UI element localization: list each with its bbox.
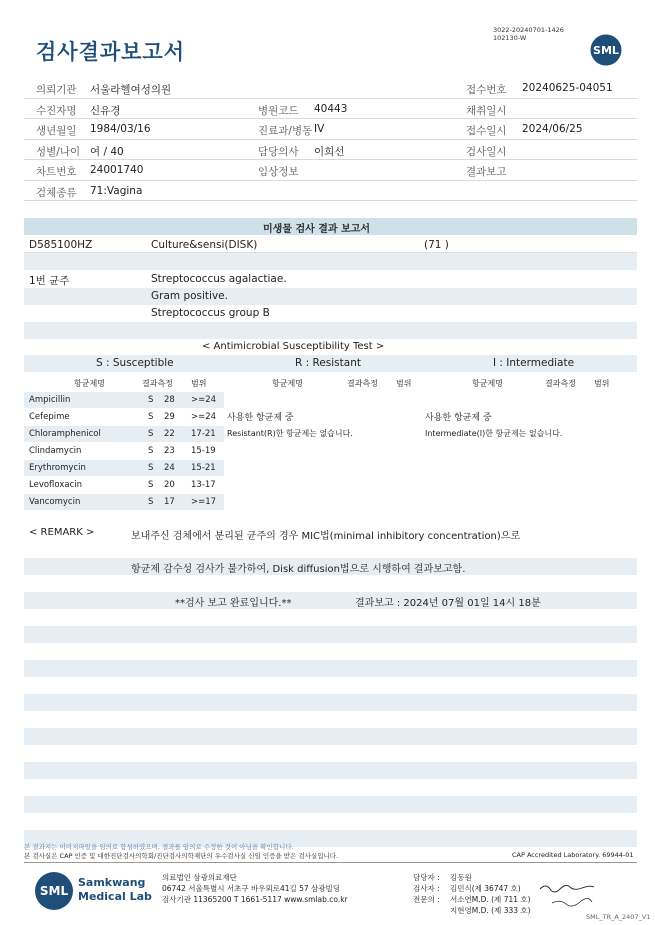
drug-row [24,443,224,459]
birth-value: 1984/03/16 [90,123,151,135]
received-value: 2024/06/25 [522,123,583,135]
drug-row [24,494,224,510]
svg-text:SML: SML [39,884,69,898]
drug-value: 29 [164,412,175,422]
info-row [24,181,637,202]
drug-name: Chloramphenicol [29,429,101,439]
info-row [24,160,637,181]
test-code: D585100HZ [29,239,93,251]
org-name: 의료법인 삼광의료재단 [162,873,237,882]
chart-value: 24001740 [90,164,144,176]
collect-label: 채취일시 [466,104,507,117]
drug-result: S [148,497,154,507]
patient-info-table [24,78,637,201]
drug-result: S [148,395,154,405]
document-code [493,26,564,42]
drug-name: Cefepime [29,412,70,422]
info-row [24,99,637,120]
band [24,592,637,609]
drug-value: 24 [164,463,175,473]
legend-susceptible: S : Susceptible [96,357,174,369]
band [24,796,637,813]
drug-result: S [148,412,154,422]
col-drug: 항균제명 [74,379,105,388]
form-code: SML_TR_A_2407_V1 [586,913,651,921]
band [24,694,637,711]
cap-accreditation: CAP Accredited Laboratory. 69944-01 [512,851,634,859]
drug-range: >=24 [191,395,217,405]
resistant-note: Resistant(R)한 항균제는 없습니다. [227,429,353,438]
drug-name: Levofloxacin [29,480,83,490]
drug-name: Clindamycin [29,446,82,456]
drug-name: Ampicillin [29,395,71,405]
birth-label: 생년월일 [36,125,77,137]
doctor-label: 담당의사 [258,145,299,158]
drug-range: >=17 [191,497,217,507]
brand-name: Samkwang [78,876,146,889]
tested-label: 검사일시 [466,145,507,158]
band [24,288,637,305]
band [24,762,637,779]
band [24,626,637,643]
staff-value: 서소연M.D. (제 711 호) [450,895,531,904]
drug-range: >=24 [191,412,217,422]
clinic-value: 서울라헬여성의원 [90,84,172,96]
dept-value: IV [314,123,325,135]
drug-row [24,409,224,425]
drug-value: 22 [164,429,175,439]
organism-line: Gram positive. [151,290,228,302]
remark-label: < REMARK > [29,527,95,538]
drug-value: 23 [164,446,175,456]
brand-name: Medical Lab [78,890,152,903]
staff-value: 김민식(제 36747 호) [450,884,521,893]
legend-resistant: R : Resistant [295,357,361,369]
clinical-label: 임상정보 [258,166,299,178]
drug-result: S [148,446,154,456]
specimen-value: 71:Vagina [90,184,143,197]
col-result: 결과측정 [545,379,576,388]
col-range: 범위 [396,379,412,388]
drug-range: 13-17 [191,480,216,490]
org-contact: 검사기관 11365200 T 1661-5117 www.smlab.co.kr [162,895,348,904]
band [24,728,637,745]
col-result: 결과측정 [142,379,173,388]
test-name: Culture&sensi(DISK) [151,239,258,251]
info-row [24,78,637,99]
intermediate-note: 사용한 항균제 중 [425,413,492,423]
drug-result: S [148,463,154,473]
drug-result: S [148,429,154,439]
section-title: 미생물 검사 결과 보고서 [263,224,371,235]
report-label: 결과보고 [466,166,507,178]
drug-range: 15-21 [191,463,216,473]
ast-title: < Antimicrobial Susceptibility Test > [202,341,385,352]
drug-value: 20 [164,480,175,490]
receipt-value: 20240625-04051 [522,82,613,94]
footer-divider [24,862,637,863]
org-address: 06742 서울특별시 서초구 바우뫼로41길 57 삼광빌딩 [162,884,341,893]
test-number: (71 ) [424,239,449,251]
remark-line: 항균제 감수성 검사가 불가하여, Disk diffusion법으로 시행하여 결과보고함. [131,564,466,575]
organism-label: 1번 균주 [29,275,70,287]
col-range: 범위 [594,379,610,388]
organism-line: Streptococcus group B [151,307,270,319]
staff-value: 지현영M.D. (제 333 호) [450,906,531,915]
drug-row [24,460,224,476]
drug-name: Vancomycin [29,497,81,507]
info-row [24,119,637,140]
remark-line: 보내주신 검체에서 분리된 균주의 경우 MIC법(minimal inhibitory concentration)으로 [131,531,521,542]
drug-value: 28 [164,395,175,405]
drug-row [24,392,224,408]
code-line-2: 102130-W [493,34,527,42]
receipt-label: 접수번호 [466,84,507,96]
chart-label: 차트번호 [36,166,77,178]
col-range: 범위 [191,379,207,388]
staff-label: 전문의 : [413,895,440,904]
col-drug: 항균제명 [272,379,303,388]
band [24,253,637,270]
report-complete: **검사 보고 완료입니다.** [175,598,292,609]
sml-logo-icon [590,34,622,66]
drug-row [24,477,224,493]
sexage-label: 성별/나이 [36,145,81,158]
clinic-label: 의뢰기관 [36,84,77,96]
drug-range: 15-19 [191,446,216,456]
sexage-value: 여 / 40 [90,145,124,158]
footer-notice: 본 결과지는 이미지파일을 임의로 합성하였으며, 결과를 임의로 수정한 것이 아님을 확인합니다. [24,843,294,851]
drug-range: 17-21 [191,429,216,439]
svg-text:SML: SML [593,44,619,57]
legend-intermediate: I : Intermediate [493,357,575,369]
band [24,660,637,677]
report-title: 검사결과보고서 [36,40,186,64]
doctor-value: 이희선 [314,145,345,158]
staff-label: 검사자 : [413,884,440,893]
dept-label: 진료과/병동 [258,125,313,137]
specimen-label: 검체종류 [36,186,77,199]
signature-icon [538,879,598,913]
hospcode-value: 40443 [314,102,348,115]
organism-line: Streptococcus agalactiae. [151,273,287,285]
footer-notice: 본 검사실은 CAP 인증 및 대한진단검사의학회/진단검사의학재단의 우수검사실 신임 인증을 받은 검사실입니다. [24,852,339,860]
drug-value: 17 [164,497,175,507]
drug-result: S [148,480,154,490]
hospcode-label: 병원코드 [258,104,299,117]
resistant-note: 사용한 항균제 중 [227,413,294,423]
received-label: 접수일시 [466,125,507,137]
col-result: 결과측정 [347,379,378,388]
code-line-1: 3022-20240701-1426 [493,26,564,34]
patient-label: 수진자명 [36,104,77,117]
drug-row [24,426,224,442]
report-time: 결과보고 : 2024년 07월 01일 14시 18분 [355,598,541,609]
band [24,322,637,339]
col-drug: 항균제명 [472,379,503,388]
info-row [24,140,637,161]
intermediate-note: Intermediate(I)한 항균제는 없습니다. [425,429,563,438]
patient-value: 신유경 [90,104,121,117]
sml-logo-icon [34,871,74,911]
staff-label: 담당자 : [413,873,440,882]
test-row [24,236,637,253]
staff-value: 김동원 [450,873,472,882]
drug-name: Erythromycin [29,463,86,473]
